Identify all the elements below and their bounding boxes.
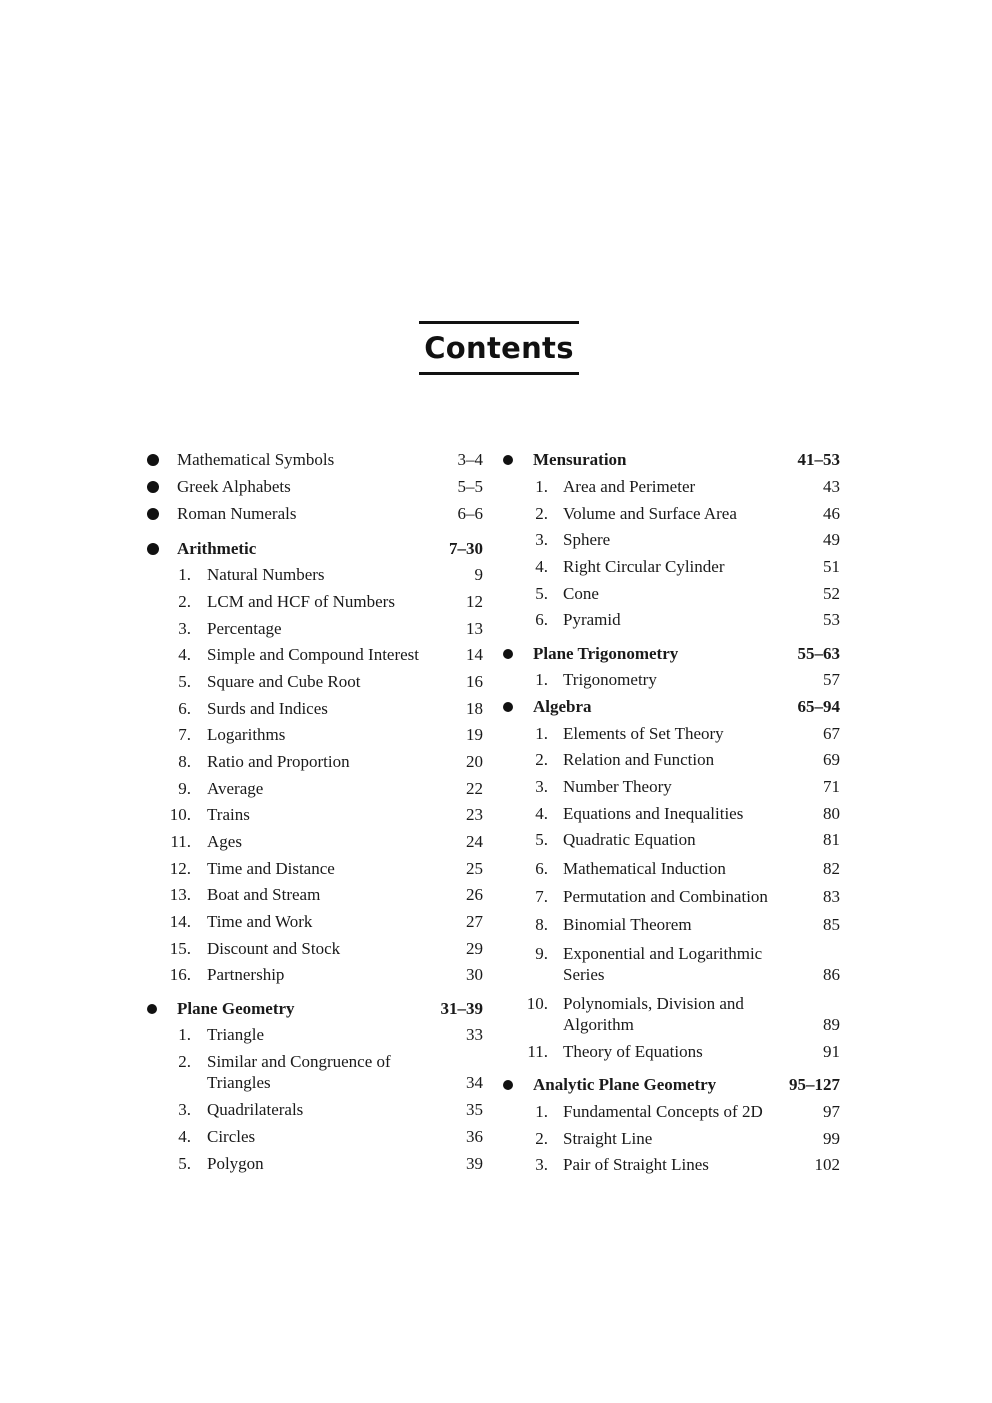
- bullet-icon: [503, 1080, 513, 1090]
- page-number: 29: [466, 939, 483, 958]
- item-number: 5.: [178, 672, 191, 691]
- item-label: Quadratic Equation: [563, 830, 696, 849]
- item-number: 7.: [535, 887, 548, 906]
- item-number: 2.: [535, 504, 548, 523]
- item-number: 4.: [535, 557, 548, 576]
- item-number: 1.: [535, 670, 548, 689]
- page-number: 52: [823, 584, 840, 603]
- page-number: 12: [466, 592, 483, 611]
- section-label: Roman Numerals: [177, 504, 297, 523]
- page-range: 65–94: [797, 697, 840, 716]
- item-label: Mathematical Induction: [563, 859, 726, 878]
- page-number: 33: [466, 1025, 483, 1044]
- bullet-icon: [503, 702, 513, 712]
- page-range: 41–53: [797, 450, 840, 469]
- page-number: 80: [823, 804, 840, 823]
- item-label: Elements of Set Theory: [563, 724, 724, 743]
- item-number: 2.: [178, 1052, 191, 1071]
- page-number: 35: [466, 1100, 483, 1119]
- item-label: Percentage: [207, 619, 282, 638]
- page-number: 27: [466, 912, 483, 931]
- item-number: 9.: [178, 779, 191, 798]
- page-number: 19: [466, 725, 483, 744]
- item-label-continued: Series: [563, 965, 605, 984]
- item-label: LCM and HCF of Numbers: [207, 592, 395, 611]
- page-range: 55–63: [797, 644, 840, 663]
- item-number: 3.: [178, 1100, 191, 1119]
- item-number: 11.: [527, 1042, 548, 1061]
- page-number: 13: [466, 619, 483, 638]
- item-label: Circles: [207, 1127, 256, 1146]
- item-label: Ages: [207, 832, 242, 851]
- item-label: Triangle: [207, 1025, 264, 1044]
- page-number: 69: [823, 750, 840, 769]
- page-number: 46: [823, 504, 840, 523]
- page-number: 25: [466, 859, 483, 878]
- page-number: 36: [466, 1127, 483, 1146]
- page-number: 43: [823, 477, 840, 496]
- item-number: 2.: [178, 592, 191, 611]
- page-number: 24: [466, 832, 483, 851]
- item-label: Trigonometry: [563, 670, 657, 689]
- bullet-icon: [503, 649, 513, 659]
- page-number: 81: [823, 830, 840, 849]
- section-label: Analytic Plane Geometry: [533, 1075, 717, 1094]
- page-number: 49: [823, 530, 840, 549]
- item-label: Polygon: [207, 1154, 264, 1173]
- item-label-continued: Algorithm: [563, 1015, 634, 1034]
- bullet-icon: [147, 543, 159, 555]
- bullet-icon: [147, 508, 159, 520]
- page-number: 30: [466, 965, 483, 984]
- contents-title: [419, 321, 579, 375]
- item-label: Natural Numbers: [207, 565, 325, 584]
- item-number: 3.: [535, 1155, 548, 1174]
- bullet-icon: [147, 454, 159, 466]
- item-number: 5.: [535, 830, 548, 849]
- bullet-icon: [503, 455, 513, 465]
- item-number: 1.: [535, 477, 548, 496]
- section-label: Greek Alphabets: [177, 477, 291, 496]
- item-label: Simple and Compound Interest: [207, 645, 420, 664]
- item-number: 3.: [535, 777, 548, 796]
- item-label: Polynomials, Division and: [563, 994, 744, 1013]
- page-number: 99: [823, 1129, 840, 1148]
- item-label: Ratio and Proportion: [207, 752, 350, 771]
- page-range: 6–6: [457, 504, 483, 523]
- page-number: 53: [823, 610, 840, 629]
- item-number: 6.: [535, 859, 548, 878]
- item-number: 5.: [178, 1154, 191, 1173]
- item-label: Theory of Equations: [563, 1042, 703, 1061]
- item-number: 2.: [535, 750, 548, 769]
- item-number: 7.: [178, 725, 191, 744]
- item-label: Square and Cube Root: [207, 672, 361, 691]
- item-label: Pair of Straight Lines: [563, 1155, 709, 1174]
- page-number: 20: [466, 752, 483, 771]
- item-number: 1.: [535, 1102, 548, 1121]
- item-number: 16.: [169, 965, 191, 984]
- page-number: 97: [823, 1102, 840, 1121]
- page-number: 9: [474, 565, 483, 584]
- item-number: 4.: [178, 1127, 191, 1146]
- item-label-continued: Triangles: [207, 1073, 271, 1092]
- item-number: 5.: [535, 584, 548, 603]
- page-number: 18: [466, 699, 483, 718]
- bullet-icon: [147, 1004, 157, 1014]
- page-number: 67: [823, 724, 840, 743]
- item-label: Similar and Congruence of: [207, 1052, 391, 1071]
- page-number: 23: [466, 805, 483, 824]
- page-number: 85: [823, 915, 840, 934]
- item-label: Trains: [207, 805, 250, 824]
- item-number: 6.: [178, 699, 191, 718]
- item-number: 3.: [178, 619, 191, 638]
- section-label: Plane Geometry: [177, 999, 295, 1018]
- page-number: 82: [823, 859, 840, 878]
- item-number: 6.: [535, 610, 548, 629]
- page-number: 57: [823, 670, 840, 689]
- page-range: 31–39: [440, 999, 483, 1018]
- item-number: 1.: [178, 1025, 191, 1044]
- item-label: Discount and Stock: [207, 939, 341, 958]
- item-label: Binomial Theorem: [563, 915, 692, 934]
- item-label: Boat and Stream: [207, 885, 321, 904]
- page-number: 71: [823, 777, 840, 796]
- item-label: Partnership: [207, 965, 285, 984]
- section-label: Mensuration: [533, 450, 627, 469]
- item-label: Fundamental Concepts of 2D: [563, 1102, 763, 1121]
- item-number: 9.: [535, 944, 548, 963]
- page-range: 3–4: [457, 450, 483, 469]
- item-label: Relation and Function: [563, 750, 715, 769]
- item-label: Equations and Inequalities: [563, 804, 744, 823]
- page-number: 16: [466, 672, 483, 691]
- item-number: 13.: [169, 885, 191, 904]
- item-label: Volume and Surface Area: [563, 504, 737, 523]
- item-number: 14.: [169, 912, 191, 931]
- page-number: 89: [823, 1015, 840, 1034]
- item-label: Time and Work: [207, 912, 313, 931]
- item-number: 4.: [535, 804, 548, 823]
- page-number: 39: [466, 1154, 483, 1173]
- item-number: 2.: [535, 1129, 548, 1148]
- item-label: Number Theory: [563, 777, 672, 796]
- section-label: Arithmetic: [177, 539, 257, 558]
- item-label: Sphere: [563, 530, 611, 549]
- item-label: Exponential and Logarithmic: [563, 944, 763, 963]
- page-number: 22: [466, 779, 483, 798]
- item-number: 1.: [178, 565, 191, 584]
- item-label: Logarithms: [207, 725, 286, 744]
- page-number: 51: [823, 557, 840, 576]
- item-label: Right Circular Cylinder: [563, 557, 725, 576]
- item-number: 12.: [169, 859, 191, 878]
- item-number: 11.: [170, 832, 191, 851]
- item-number: 3.: [535, 530, 548, 549]
- item-number: 15.: [169, 939, 191, 958]
- item-label: Cone: [563, 584, 599, 603]
- item-label: Straight Line: [563, 1129, 653, 1148]
- item-label: Average: [207, 779, 264, 798]
- page-range: 7–30: [449, 539, 483, 558]
- item-number: 10.: [169, 805, 191, 824]
- page-range: 95–127: [789, 1075, 840, 1094]
- item-label: Quadrilaterals: [207, 1100, 304, 1119]
- item-label: Permutation and Combination: [563, 887, 768, 906]
- page-number: 83: [823, 887, 840, 906]
- page-title: Contents: [424, 331, 574, 365]
- page-number: 86: [823, 965, 840, 984]
- item-label: Time and Distance: [207, 859, 335, 878]
- page-range: 5–5: [457, 477, 483, 496]
- item-label: Pyramid: [563, 610, 621, 629]
- page-number: 26: [466, 885, 483, 904]
- item-number: 10.: [526, 994, 548, 1013]
- item-number: 8.: [178, 752, 191, 771]
- item-number: 4.: [178, 645, 191, 664]
- section-label: Mathematical Symbols: [177, 450, 335, 469]
- item-number: 1.: [535, 724, 548, 743]
- page-number: 102: [814, 1155, 840, 1174]
- page-number: 34: [466, 1073, 483, 1092]
- section-label: Plane Trigonometry: [533, 644, 679, 663]
- section-label: Algebra: [533, 697, 592, 716]
- item-label: Area and Perimeter: [563, 477, 696, 496]
- item-number: 8.: [535, 915, 548, 934]
- page-number: 14: [466, 645, 483, 664]
- item-label: Surds and Indices: [207, 699, 328, 718]
- page-number: 91: [823, 1042, 840, 1061]
- bullet-icon: [147, 481, 159, 493]
